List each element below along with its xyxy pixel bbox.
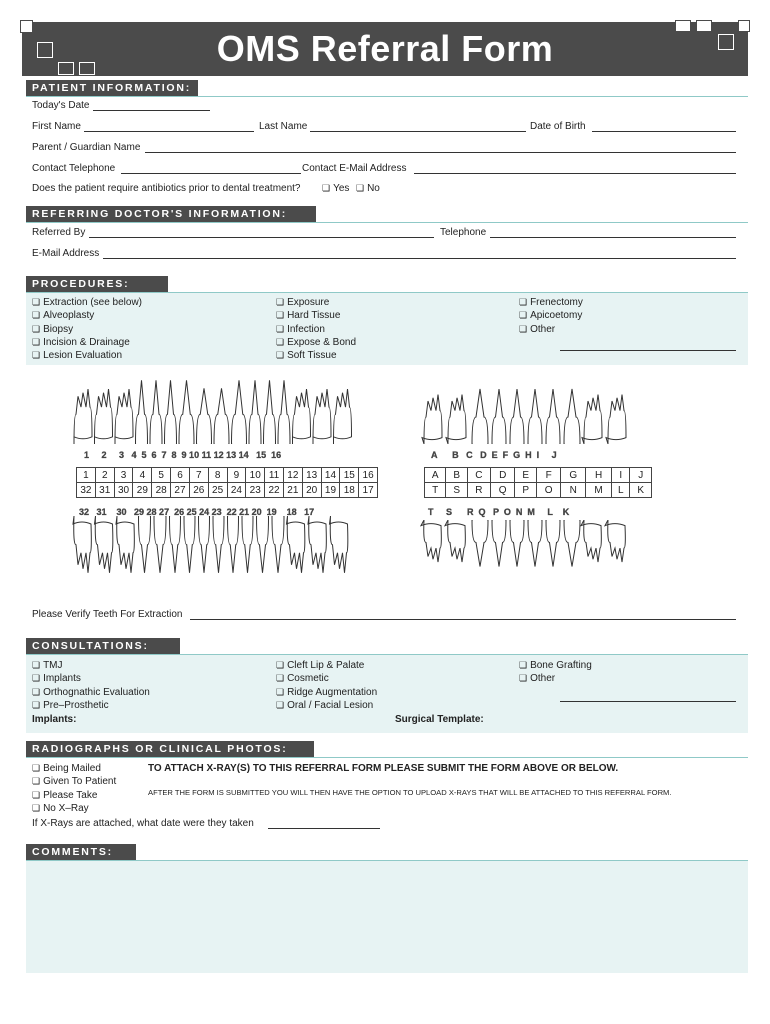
procedure-checkbox[interactable]: ❏ Apicoetomy xyxy=(519,309,583,322)
tooth-outline xyxy=(330,516,348,573)
tooth-outline xyxy=(278,380,290,444)
tooth-cell[interactable]: 8 xyxy=(208,468,227,483)
procedures-col1 xyxy=(32,296,142,362)
child-upper-teeth-drawing xyxy=(420,384,652,444)
tooth-outline xyxy=(510,389,524,444)
tooth-cell[interactable]: 20 xyxy=(302,483,321,498)
procedure-checkbox[interactable]: ❏ Hard Tissue xyxy=(276,309,356,322)
section-rule xyxy=(26,757,748,758)
tooth-cell[interactable]: S xyxy=(446,483,467,498)
consultation-checkbox[interactable]: ❏ TMJ xyxy=(32,659,150,672)
tooth-outline xyxy=(154,516,166,573)
tooth-outline xyxy=(564,520,580,567)
section-heading-procedures: PROCEDURES: xyxy=(26,276,168,292)
tooth-outline xyxy=(184,516,195,573)
tooth-outline xyxy=(546,520,560,567)
tooth-outline xyxy=(472,389,488,444)
tooth-outline xyxy=(116,516,134,573)
tooth-cell[interactable]: N xyxy=(561,483,586,498)
attach-xray-instruction: TO ATTACH X-RAY(S) TO THIS REFERRAL FORM PLEASE SUBMIT THE FORM ABOVE OR BELOW. xyxy=(148,763,619,774)
procedures-col2 xyxy=(276,296,356,362)
tooth-cell[interactable]: 3 xyxy=(114,468,133,483)
tooth-outline xyxy=(165,380,177,444)
tooth-cell[interactable]: 24 xyxy=(227,483,246,498)
tooth-outline xyxy=(73,516,91,573)
tooth-cell[interactable]: K xyxy=(630,483,652,498)
ref-email-field[interactable] xyxy=(103,258,736,259)
tooth-outline xyxy=(546,389,560,444)
tooth-outline xyxy=(232,380,247,444)
procedure-checkbox[interactable]: ❏ Exposure xyxy=(276,296,356,309)
verify-teeth-label: Please Verify Teeth For Extraction xyxy=(32,609,183,620)
consultation-other-field[interactable] xyxy=(560,701,736,702)
last-name-field[interactable] xyxy=(310,131,526,132)
tooth-cell[interactable]: O xyxy=(536,483,561,498)
tooth-outline xyxy=(197,388,212,444)
tooth-cell[interactable]: T xyxy=(425,483,446,498)
consultation-checkbox[interactable]: ❏ Pre–Prosthetic xyxy=(32,699,150,712)
dob-field[interactable] xyxy=(592,131,736,132)
consultation-checkbox[interactable]: ❏ Implants xyxy=(32,672,150,685)
tooth-cell[interactable]: I xyxy=(612,468,630,483)
procedure-checkbox[interactable]: ❏ Expose & Bond xyxy=(276,336,356,349)
tooth-cell[interactable]: 31 xyxy=(95,483,114,498)
tooth-outline xyxy=(95,516,113,573)
adult-upper-tooth-labels: 1 2 3 4 5 6 7 8 9 10 11 12 13 14 15 16 xyxy=(84,450,282,460)
tooth-cell[interactable]: 21 xyxy=(283,483,302,498)
child-lower-teeth-drawing xyxy=(420,520,652,570)
tooth-outline xyxy=(313,389,331,444)
procedure-checkbox[interactable]: ❏ Frenectomy xyxy=(519,296,583,309)
consultation-checkbox[interactable]: ❏ Bone Grafting xyxy=(519,659,592,672)
tooth-cell[interactable]: B xyxy=(446,468,467,483)
adult-lower-teeth-drawing xyxy=(72,516,382,580)
section-heading-referring: REFERRING DOCTOR'S INFORMATION: xyxy=(26,206,316,222)
tooth-cell[interactable]: 9 xyxy=(227,468,246,483)
section-heading-consultations: CONSULTATIONS: xyxy=(26,638,180,654)
consultation-checkbox[interactable]: ❏ Orthognathic Evaluation xyxy=(32,686,150,699)
tooth-cell[interactable]: 25 xyxy=(208,483,227,498)
adult-upper-teeth-drawing xyxy=(72,378,382,444)
procedure-checkbox[interactable]: ❏ Extraction (see below) xyxy=(32,296,142,309)
tooth-cell[interactable]: C xyxy=(467,468,490,483)
xray-date-label: If X-Rays are attached, what date were they taken xyxy=(32,818,254,829)
radiograph-checkbox[interactable]: ❏ Given To Patient xyxy=(32,775,116,788)
todays-date-label: Today's Date xyxy=(32,100,90,111)
referred-by-label: Referred By xyxy=(32,227,86,238)
tooth-outline xyxy=(179,380,194,444)
tooth-cell[interactable]: M xyxy=(586,483,612,498)
radiograph-checkbox[interactable]: ❏ Please Take xyxy=(32,789,116,802)
consultations-col3 xyxy=(519,659,592,686)
radiograph-checkbox[interactable]: ❏ Being Mailed xyxy=(32,762,116,775)
phone-label: Contact Telephone xyxy=(32,163,116,174)
tooth-cell[interactable]: 14 xyxy=(321,468,340,483)
consultation-checkbox[interactable]: ❏ Oral / Facial Lesion xyxy=(276,699,377,712)
ref-telephone-field[interactable] xyxy=(490,237,736,238)
child-upper-tooth-labels: A B C D E F G H I J xyxy=(431,450,557,460)
antibiotics-no-checkbox[interactable]: ❏ No xyxy=(356,183,380,194)
guardian-label: Parent / Guardian Name xyxy=(32,142,141,153)
tooth-outline xyxy=(214,388,229,444)
consultations-col2 xyxy=(276,659,377,712)
section-heading-patient: PATIENT INFORMATION: xyxy=(26,80,198,96)
tooth-cell[interactable]: 15 xyxy=(340,468,359,483)
tooth-cell[interactable]: 2 xyxy=(95,468,114,483)
consultation-checkbox[interactable]: ❏ Ridge Augmentation xyxy=(276,686,377,699)
tooth-outline xyxy=(472,520,488,567)
consultation-checkbox[interactable]: ❏ Cosmetic xyxy=(276,672,377,685)
child-lower-tooth-labels: T S R Q P O N M L K xyxy=(428,507,570,517)
tooth-outline xyxy=(334,389,352,444)
tooth-outline xyxy=(74,389,92,444)
section-heading-comments: COMMENTS: xyxy=(26,844,136,860)
tooth-cell[interactable]: F xyxy=(536,468,561,483)
antibiotics-yes-checkbox[interactable]: ❏ Yes xyxy=(322,183,349,194)
child-teeth-grid xyxy=(424,467,652,498)
surgical-template-label: Surgical Template: xyxy=(395,714,484,725)
tooth-outline xyxy=(445,520,465,562)
ref-email-label: E-Mail Address xyxy=(32,248,100,259)
procedure-checkbox[interactable]: ❏ Infection xyxy=(276,323,356,336)
guardian-field[interactable] xyxy=(145,152,736,153)
tooth-outline xyxy=(95,389,113,444)
tooth-outline xyxy=(528,520,542,567)
tooth-outline xyxy=(422,395,442,444)
tooth-outline xyxy=(249,380,261,444)
first-name-field[interactable] xyxy=(84,131,254,132)
tooth-outline xyxy=(605,520,625,562)
tooth-outline xyxy=(510,520,524,567)
consultation-checkbox[interactable]: ❏ Other xyxy=(519,672,592,685)
tooth-outline xyxy=(582,395,602,444)
procedure-checkbox[interactable]: ❏ Incision & Drainage xyxy=(32,336,142,349)
consultation-checkbox[interactable]: ❏ Cleft Lip & Palate xyxy=(276,659,377,672)
tooth-outline xyxy=(115,389,133,444)
phone-field[interactable] xyxy=(121,173,301,174)
tooth-cell[interactable]: 13 xyxy=(302,468,321,483)
tooth-outline xyxy=(213,516,224,573)
first-name-label: First Name xyxy=(32,121,81,132)
tooth-cell[interactable]: 27 xyxy=(171,483,190,498)
procedure-checkbox[interactable]: ❏ Other xyxy=(519,323,583,336)
last-name-label: Last Name xyxy=(259,121,308,132)
tooth-outline xyxy=(293,389,311,444)
tooth-cell[interactable]: R xyxy=(467,483,490,498)
procedure-checkbox[interactable]: ❏ Biopsy xyxy=(32,323,142,336)
procedure-checkbox[interactable]: ❏ Soft Tissue xyxy=(276,349,356,362)
referred-by-field[interactable] xyxy=(89,237,434,238)
tooth-cell[interactable]: 28 xyxy=(152,483,171,498)
tooth-cell[interactable]: J xyxy=(630,468,652,483)
tooth-outline xyxy=(257,516,269,573)
tooth-cell[interactable]: 4 xyxy=(133,468,152,483)
antibiotics-question: Does the patient require antibiotics prior to dental treatment? xyxy=(32,183,301,194)
tooth-cell[interactable]: 26 xyxy=(189,483,208,498)
tooth-outline xyxy=(264,380,276,444)
tooth-cell[interactable]: 17 xyxy=(359,483,378,498)
tooth-cell[interactable]: D xyxy=(490,468,515,483)
tooth-cell[interactable]: 12 xyxy=(283,468,302,483)
tooth-outline xyxy=(492,389,506,444)
tooth-cell[interactable]: 16 xyxy=(359,468,378,483)
tooth-outline xyxy=(150,380,162,444)
tooth-cell[interactable]: 19 xyxy=(321,483,340,498)
radiograph-options xyxy=(32,762,116,815)
section-heading-radiographs: RADIOGRAPHS OR CLINICAL PHOTOS: xyxy=(26,741,314,757)
xray-date-field[interactable] xyxy=(268,828,380,829)
tooth-cell[interactable]: 30 xyxy=(114,483,133,498)
dob-label: Date of Birth xyxy=(530,121,586,132)
procedures-col3 xyxy=(519,296,583,336)
procedure-other-field[interactable] xyxy=(560,350,736,351)
tooth-outline xyxy=(228,516,239,573)
tooth-outline xyxy=(242,516,253,573)
tooth-cell[interactable]: H xyxy=(586,468,612,483)
comments-textarea[interactable] xyxy=(26,861,748,973)
attach-xray-note: AFTER THE FORM IS SUBMITTED YOU WILL THEN HAVE THE OPTION TO UPLOAD X-RAYS THAT WILL BE ATTACHED TO THIS REFERRAL FORM. xyxy=(148,788,672,797)
todays-date-field[interactable] xyxy=(93,110,210,111)
tooth-outline xyxy=(421,520,441,562)
tooth-outline xyxy=(564,389,580,444)
tooth-outline xyxy=(581,520,601,562)
tooth-cell[interactable]: E xyxy=(515,468,536,483)
tooth-cell[interactable]: P xyxy=(515,483,536,498)
tooth-outline xyxy=(272,516,284,573)
tooth-cell[interactable]: 7 xyxy=(189,468,208,483)
adult-lower-tooth-labels: 32 31 30 29 28 27 26 25 24 23 22 21 20 19 18 17 xyxy=(79,507,315,517)
tooth-outline xyxy=(606,395,626,444)
verify-teeth-field[interactable] xyxy=(190,619,736,620)
tooth-cell[interactable]: A xyxy=(425,468,446,483)
tooth-outline xyxy=(308,516,326,573)
implants-label: Implants: xyxy=(32,714,77,725)
tooth-outline xyxy=(170,516,181,573)
section-rule xyxy=(26,96,748,97)
tooth-cell[interactable]: G xyxy=(561,468,586,483)
ref-telephone-label: Telephone xyxy=(440,227,487,238)
adult-teeth-grid xyxy=(76,467,378,498)
page-title: OMS Referral Form xyxy=(216,28,554,69)
tooth-cell[interactable]: 6 xyxy=(171,468,190,483)
tooth-cell[interactable]: 1 xyxy=(77,468,96,483)
email-label: Contact E-Mail Address xyxy=(302,163,407,174)
tooth-cell[interactable]: 10 xyxy=(246,468,265,483)
tooth-outline xyxy=(492,520,506,567)
tooth-outline xyxy=(528,389,542,444)
section-rule xyxy=(26,222,748,223)
tooth-cell[interactable]: 18 xyxy=(340,483,359,498)
email-field[interactable] xyxy=(414,173,736,174)
tooth-outline xyxy=(136,380,148,444)
tooth-cell[interactable]: L xyxy=(612,483,630,498)
consultations-col1 xyxy=(32,659,150,712)
tooth-outline xyxy=(139,516,151,573)
tooth-cell[interactable]: 5 xyxy=(152,468,171,483)
tooth-cell[interactable]: 32 xyxy=(77,483,96,498)
tooth-cell[interactable]: 11 xyxy=(265,468,284,483)
tooth-cell[interactable]: 22 xyxy=(265,483,284,498)
procedure-checkbox[interactable]: ❏ Lesion Evaluation xyxy=(32,349,142,362)
tooth-cell[interactable]: 23 xyxy=(246,483,265,498)
radiograph-checkbox[interactable]: ❏ No X–Ray xyxy=(32,802,116,815)
tooth-cell[interactable]: Q xyxy=(490,483,515,498)
procedure-checkbox[interactable]: ❏ Alveoplasty xyxy=(32,309,142,322)
tooth-outline xyxy=(199,516,210,573)
tooth-outline xyxy=(446,395,466,444)
tooth-outline xyxy=(287,516,305,573)
tooth-cell[interactable]: 29 xyxy=(133,483,152,498)
